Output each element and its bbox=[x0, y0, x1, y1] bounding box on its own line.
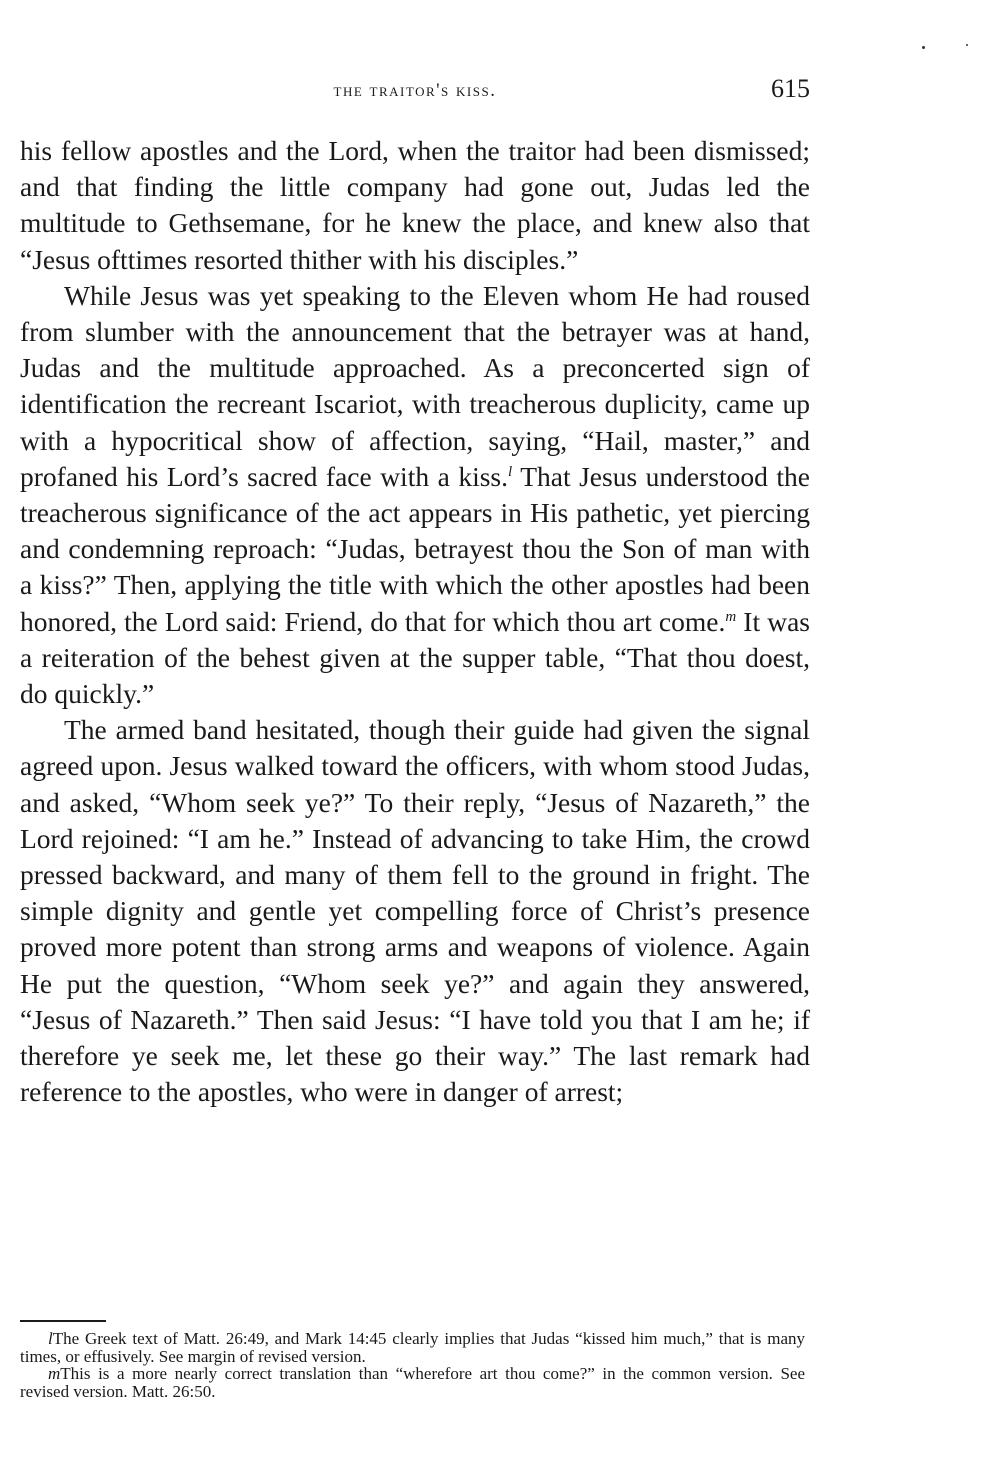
scan-speck bbox=[922, 46, 925, 49]
paragraph-2-part-3: It was a reiteration of the behest given at the supper table, “That thou doest, do quickly.” bbox=[20, 605, 810, 710]
body-text bbox=[20, 133, 810, 1110]
footnotes bbox=[20, 1330, 805, 1400]
footnote-text-l: The Greek text of Matt. 26:49, and Mark 14:45 clearly implies that Judas “kissed him much,” that is many times, or effusively. See margin of revised version. bbox=[20, 1329, 805, 1366]
footnote-text-m: This is a more nearly correct translation than “wherefore art thou come?” in the common version. See revised version. Matt. 26:50. bbox=[20, 1364, 805, 1401]
footnote-mark-m: m bbox=[48, 1364, 61, 1383]
footnote-divider bbox=[20, 1320, 106, 1322]
scan-speck bbox=[966, 44, 968, 46]
footnote-mark-l: l bbox=[48, 1329, 53, 1348]
footnote-ref-m: m bbox=[725, 608, 737, 625]
paragraph-3: The armed band hesitated, though their guide had given the signal agreed upon. Jesus walked toward the officers, with whom stood Judas, and asked, “Whom seek ye?” To their reply, “Jesus of Nazareth,” the Lord rejoined: “I am he.” Instead of advancing to take Him, the crowd pressed backward, and many of them fell to the ground in fright. The simple dignity and gentle yet compelling force of Christ’s presence proved more potent than strong arms and weapons of violence. Again He put the question, “Whom seek ye?” and again they answered, “Jesus of Nazareth.” Then said Jesus: “I have told you that I am he; if therefore ye seek me, let these go their way.” The last remark had reference to the apostles, who were in danger of arrest; bbox=[20, 714, 810, 1108]
paragraph-2-part-2: That Jesus understood the treacherous significance of the act appears in His pathetic, yet piercing and condemning reproach: “Judas, betrayest thou the Son of man with a kiss?” Then, applying the title with which the other apostles had been honored, the Lord said: Friend, do that for which thou art come. bbox=[20, 460, 810, 637]
page-number: 615 bbox=[771, 74, 810, 103]
paragraph-2-part-1: While Jesus was yet speaking to the Eleven whom He had roused from slumber with the announcement that the betrayer was at hand, Judas and the multitude approached. As a preconcerted sign of identification the recreant Iscariot, with treacherous duplicity, came up with a hypocritical show of affection, saying, “Hail, master,” and profaned his Lord’s sacred face with a kiss. bbox=[20, 279, 810, 492]
page-header bbox=[20, 74, 810, 104]
paragraph-1: his fellow apostles and the Lord, when the traitor had been dismissed; and that finding the little company had gone out, Judas led the multitude to Gethsemane, for he knew the place, and knew also that “Jesus ofttimes resorted thither with his disciples.” bbox=[20, 135, 810, 275]
footnote-m bbox=[20, 1365, 805, 1400]
running-title: the traitor's kiss. bbox=[333, 80, 497, 101]
paragraph-2 bbox=[20, 278, 810, 712]
footnote-ref-l: l bbox=[508, 463, 513, 480]
footnote-l bbox=[20, 1330, 805, 1365]
